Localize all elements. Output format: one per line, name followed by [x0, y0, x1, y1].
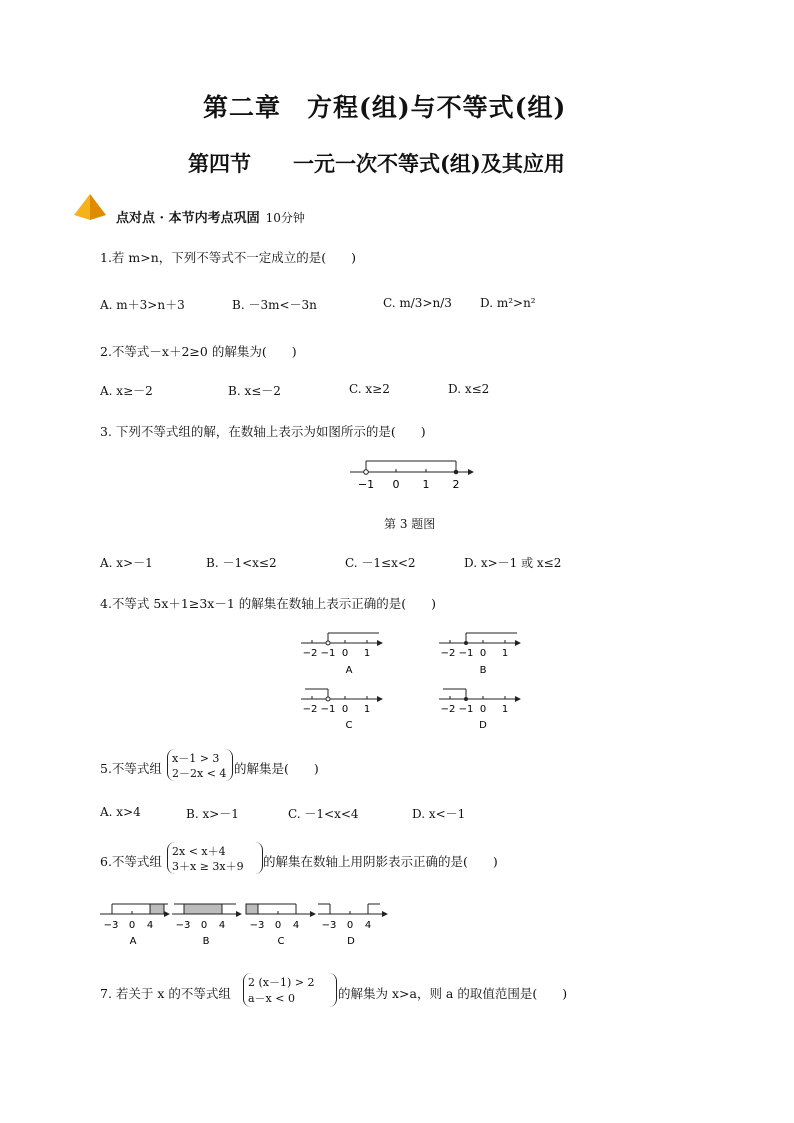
q3-option-b: B. －1<x≤2	[206, 556, 277, 570]
axis-label: 0	[392, 478, 400, 491]
q4-figures	[295, 626, 535, 740]
q3-option-c: C. －1≤x<2	[345, 556, 416, 570]
axis-label: 0	[479, 704, 487, 715]
question-6-prefix: 6.不等式组	[100, 854, 162, 869]
axis-label: 1	[363, 648, 371, 659]
question-7-suffix: 的解集为 x>a，则 a 的取值范围是( )	[338, 986, 568, 1001]
q7-system-line-2: a－x < 0	[248, 992, 295, 1005]
figure-label: B	[202, 936, 210, 947]
figure-label: D	[347, 936, 355, 947]
axis-label: 0	[274, 920, 282, 931]
q2-option-a: A. x≥－2	[100, 384, 153, 398]
q3-number-line	[340, 455, 480, 499]
axis-label: −3	[175, 920, 191, 931]
axis-label: 0	[341, 648, 349, 659]
question-2-stem: 2.不等式－x＋2≥0 的解集为( )	[100, 344, 297, 359]
axis-label: 0	[341, 704, 349, 715]
axis-label: −3	[103, 920, 119, 931]
axis-label: −1	[320, 648, 336, 659]
axis-label: −1	[458, 704, 474, 715]
q5-option-b: B. x>－1	[186, 807, 239, 821]
q5-system-line-1: x－1 > 3	[172, 752, 220, 765]
axis-label: 4	[146, 920, 154, 931]
question-4-stem: 4.不等式 5x＋1≥3x－1 的解集在数轴上表示正确的是( )	[100, 596, 437, 611]
axis-label: −2	[302, 704, 318, 715]
axis-label: 0	[346, 920, 354, 931]
axis-label: 0	[479, 648, 487, 659]
figure-label: A	[345, 665, 353, 676]
axis-label: −2	[440, 704, 456, 715]
question-1-stem: 1.若 m>n，下列不等式不一定成立的是( )	[100, 250, 357, 265]
q6-system-line-1: 2x < x＋4	[172, 845, 226, 858]
figure-label: C	[345, 720, 353, 731]
axis-label: 0	[200, 920, 208, 931]
q2-option-d: D. x≤2	[448, 382, 490, 396]
axis-label: −1	[357, 478, 375, 491]
question-3-stem: 3. 下列不等式组的解，在数轴上表示为如图所示的是( )	[100, 424, 426, 439]
question-5-prefix: 5.不等式组	[100, 761, 162, 776]
figure-label: B	[479, 665, 487, 676]
question-7-prefix: 7. 若关于 x 的不等式组	[100, 986, 231, 1001]
figure-label: D	[479, 720, 487, 731]
axis-label: −3	[321, 920, 337, 931]
axis-label: 1	[422, 478, 430, 491]
section-header-label: 点对点 · 本节内考点巩固	[116, 211, 260, 226]
axis-label: 4	[364, 920, 372, 931]
q5-option-c: C. －1<x<4	[288, 807, 359, 821]
q3-figure-caption: 第 3 题图	[384, 517, 436, 531]
chapter-title: 第二章 方程(组)与不等式(组)	[203, 93, 567, 122]
q2-option-b: B. x≤－2	[228, 384, 281, 398]
axis-label: −2	[440, 648, 456, 659]
axis-label: 4	[292, 920, 300, 931]
axis-label: 1	[501, 648, 509, 659]
axis-label: 4	[218, 920, 226, 931]
q5-system-line-2: 2－2x < 4	[172, 767, 227, 780]
axis-label: −1	[458, 648, 474, 659]
axis-label: 1	[363, 704, 371, 715]
q1-option-c: C. m/3>n/3	[383, 296, 452, 310]
q2-option-c: C. x≥2	[349, 382, 390, 396]
section-title: 第四节 一元一次不等式(组)及其应用	[188, 151, 565, 176]
q6-figures	[98, 898, 398, 954]
axis-label: 0	[128, 920, 136, 931]
question-6-suffix: 的解集在数轴上用阴影表示正确的是( )	[263, 854, 498, 869]
axis-label: 1	[501, 704, 509, 715]
q5-option-d: D. x<－1	[412, 807, 466, 821]
figure-label: C	[277, 936, 285, 947]
question-5-suffix: 的解集是( )	[234, 761, 319, 776]
q3-option-a: A. x>－1	[100, 556, 153, 570]
axis-label: 2	[452, 478, 460, 491]
q1-option-d: D. m²>n²	[480, 296, 536, 310]
q7-system-line-1: 2 (x－1) > 2	[248, 976, 315, 989]
q1-option-b: B. －3m<－3n	[232, 298, 317, 312]
section-header	[116, 207, 305, 226]
q3-option-d: D. x>－1 或 x≤2	[464, 556, 562, 570]
q6-system-line-2: 3＋x ≥ 3x＋9	[172, 860, 244, 873]
q5-option-a: A. x>4	[100, 805, 141, 819]
section-header-time: 10分钟	[265, 211, 305, 225]
axis-label: −2	[302, 648, 318, 659]
figure-label: A	[129, 936, 137, 947]
axis-label: −3	[249, 920, 265, 931]
pyramid-icon	[72, 193, 108, 225]
q1-option-a: A. m＋3>n＋3	[100, 298, 185, 312]
axis-label: −1	[320, 704, 336, 715]
